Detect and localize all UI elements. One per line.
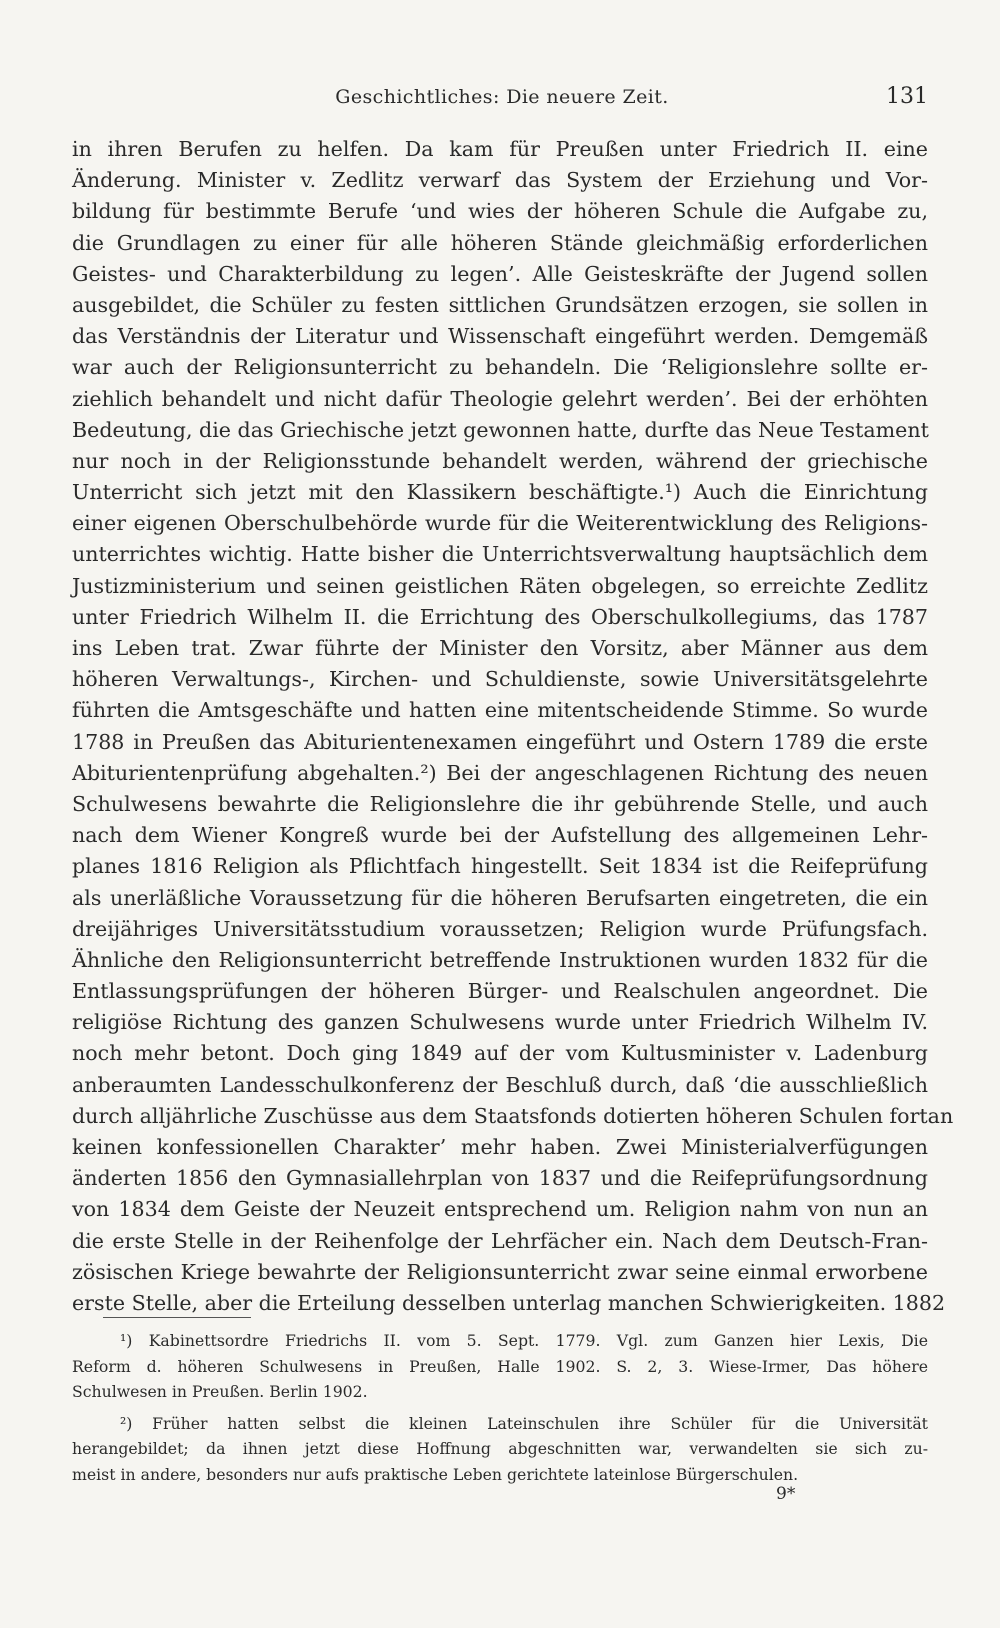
text-line: die erste Stelle in der Reihenfolge der Lehrfächer ein. Nach dem Deutsch-Fran- [72,1228,928,1253]
text-line: nach dem Wiener Kongreß wurde bei der Aufstellung des allgemeinen Lehr- [72,823,928,848]
text-line: war auch der Religionsunterricht zu behandeln. Die ‘Religionslehre sollte er- [72,355,928,380]
text-line: anberaumten Landesschulkonferenz der Beschluß durch, daß ‘die ausschließlich [72,1072,928,1097]
footnote-line: Schulwesen in Preußen. Berlin 1902. [72,1382,368,1401]
text-line: führten die Amtsgeschäfte und hatten eine mitentscheidende Stimme. So wurde [72,698,928,723]
text-line: Geistes- und Charakterbildung zu legen’. Alle Geisteskräfte der Jugend sollen [72,261,928,286]
text-line: religiöse Richtung des ganzen Schulwesens wurde unter Friedrich Wilhelm IV. [72,1010,928,1035]
text-line: noch mehr betont. Doch ging 1849 auf der vom Kultusminister v. Ladenburg [72,1041,928,1066]
footnotes [72,1328,928,1487]
text-line: die Grundlagen zu einer für alle höheren Stände gleichmäßig erforderlichen [72,230,928,255]
text-line: Änderung. Minister v. Zedlitz verwarf das System der Erziehung und Vor- [72,168,928,193]
text-line: durch alljährliche Zuschüsse aus dem Staatsfonds dotierten höheren Schulen fortan [72,1103,954,1128]
footnote-line: herangebildet; da ihnen jetzt diese Hoffnung abgeschnitten war, verwandelten sie sich zu- [72,1439,928,1458]
text-line: änderten 1856 den Gymnasiallehrplan von 1837 und die Reifeprüfungsordnung [72,1166,928,1191]
text-line: unter Friedrich Wilhelm II. die Errichtung des Oberschulkollegiums, das 1787 [72,604,928,629]
text-line: planes 1816 Religion als Pflichtfach hingestellt. Seit 1834 ist die Reifeprüfung [72,854,928,879]
text-line: Schulwesens bewahrte die Religionslehre die ihr gebührende Stelle, und auch [72,791,928,816]
text-line: in ihren Berufen zu helfen. Da kam für Preußen unter Friedrich II. eine [72,137,928,161]
text-line: keinen konfessionellen Charakter’ mehr haben. Zwei Ministerialverfügungen [72,1135,928,1159]
text-line: Entlassungsprüfungen der höheren Bürger- und Realschulen angeordnet. Die [72,979,928,1004]
text-line: Unterricht sich jetzt mit den Klassikern beschäftigte.¹) Auch die Einrichtung [72,480,928,505]
text-line: Bedeutung, die das Griechische jetzt gewonnen hatte, durfte das Neue Testament [72,417,929,442]
running-header [76,86,928,116]
text-line: Ähnliche den Religionsunterricht betreffende Instruktionen wurden 1832 für die [72,947,928,972]
text-line: 1788 in Preußen das Abiturientenexamen eingeführt und Ostern 1789 die erste [72,729,928,754]
text-line: erste Stelle, aber die Erteilung desselben unterlag manchen Schwierigkeiten. 1882 [72,1290,946,1315]
body-text [72,134,954,1319]
text-line: ausgebildet, die Schüler zu festen sittlichen Grundsätzen erzogen, sie sollen in [72,292,928,317]
text-line: von 1834 dem Geiste der Neuzeit entsprechend um. Religion nahm von nun an [72,1197,928,1222]
text-line: dreijähriges Universitätsstudium voraussetzen; Religion wurde Prüfungsfach. [72,916,928,941]
running-title: Geschichtliches: Die neuere Zeit. [335,86,669,108]
text-line: unterrichtes wichtig. Hatte bisher die Unterrichtsverwaltung hauptsächlich dem [72,542,928,567]
signature-mark: 9* [776,1484,796,1504]
text-line: höheren Verwaltungs-, Kirchen- und Schuldienste, sowie Universitätsgelehrte [72,667,928,692]
footnote-line: meist in andere, besonders nur aufs praktische Leben gerichtete lateinlose Bürgerschulen. [72,1464,799,1484]
text-line: einer eigenen Oberschulbehörde wurde für die Weiterentwicklung des Religions- [72,511,928,536]
footnote-2 [72,1411,928,1488]
footnote-1 [72,1328,928,1405]
footnote-line: ¹) Kabinettsordre Friedrichs II. vom 5. Sept. 1779. Vgl. zum Ganzen hier Lexis, Die [120,1331,928,1350]
text-line: das Verständnis der Literatur und Wissenschaft eingeführt werden. Demgemäß [72,324,928,349]
footnote-line: ²) Früher hatten selbst die kleinen Lateinschulen ihre Schüler für die Universität [120,1413,928,1433]
text-line: als unerläßliche Voraussetzung für die höheren Berufsarten eingetreten, die ein [72,885,928,910]
text-line: Abiturientenprüfung abgehalten.²) Bei der angeschlagenen Richtung des neuen [72,760,928,785]
page-number: 131 [886,84,928,109]
text-line: Justizministerium und seinen geistlichen Räten obgelegen, so erreichte Zedlitz [72,573,928,598]
text-line: zösischen Kriege bewahrte der Religionsunterricht zwar seine einmal erworbene [72,1259,928,1284]
footnote-line: Reform d. höheren Schulwesens in Preußen, Halle 1902. S. 2, 3. Wiese-Irmer, Das höhere [72,1356,928,1376]
text-line: nur noch in der Religionsstunde behandelt werden, während der griechische [72,448,928,473]
footnote-separator [103,1317,251,1318]
text-line: ziehlich behandelt und nicht dafür Theologie gelehrt werden’. Bei der erhöhten [72,386,928,411]
text-line: bildung für bestimmte Berufe ‘und wies der höheren Schule die Aufgabe zu, [72,199,928,224]
text-line: ins Leben trat. Zwar führte der Minister den Vorsitz, aber Männer aus dem [72,636,928,660]
